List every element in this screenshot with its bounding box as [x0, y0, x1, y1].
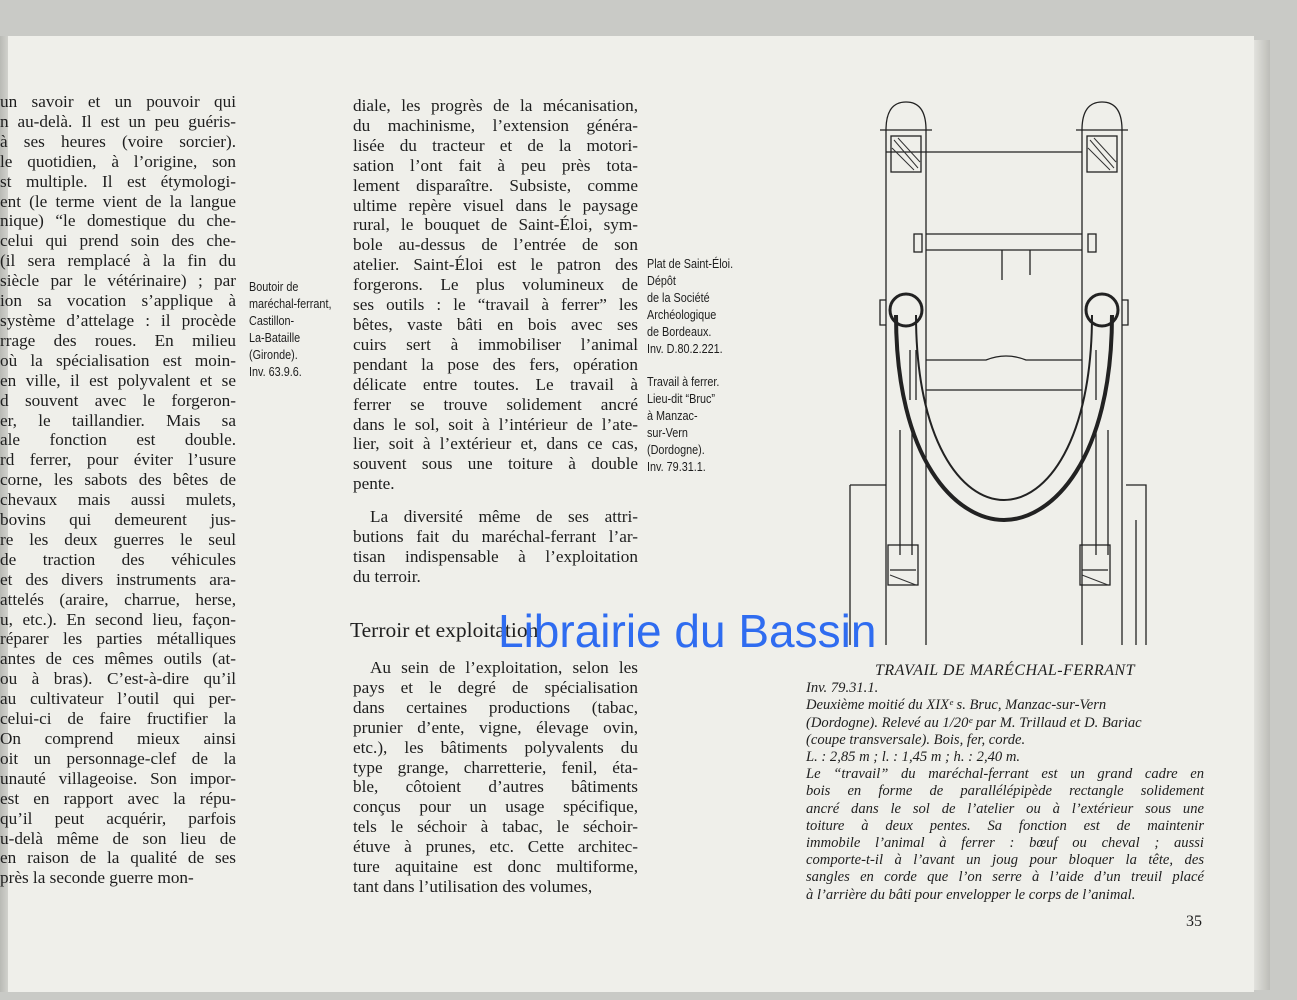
- text-line: Inv. 79.31.1.: [647, 460, 706, 474]
- text-line: Au sein de l’exploitation, selon les: [370, 658, 638, 677]
- text-line: toiture à deux pentes. Sa fonction est de maintenir: [806, 817, 1204, 834]
- text-line: où la spécialisation est moin-: [0, 350, 236, 370]
- text-line: diale, les progrès de la mécanisation,: [353, 96, 638, 115]
- text-line: à l’arrière du bâti pour envelopper le corps de l’animal.: [806, 886, 1136, 903]
- text-line: ses outils : le “travail à ferrer” les: [353, 295, 638, 315]
- text-line: de traction des véhicules: [0, 549, 236, 569]
- text-line: La diversité même de ses attri-: [370, 507, 638, 527]
- text-line: sation l’ont fait à peu près tota-: [353, 155, 638, 175]
- text-line: unauté villageoise. Son impor-: [0, 768, 236, 788]
- text-line: ture aquitaine est donc multiforme,: [353, 857, 638, 877]
- text-line: Boutoir de: [249, 280, 299, 294]
- text-line: de la Société: [647, 291, 710, 305]
- text-line: tels le séchoir à tabac, le séchoir-: [353, 817, 638, 837]
- text-line: butions fait du maréchal-ferrant l’ar-: [353, 527, 638, 547]
- section-heading: Terroir et exploitation: [350, 618, 539, 642]
- text-line: ion sa vocation s’applique à: [0, 291, 236, 311]
- text-line: (il sera remplacé à la fin du: [0, 251, 236, 271]
- text-column-middle: [353, 96, 638, 587]
- text-line: conçus pour un usage spécifique,: [353, 797, 638, 817]
- text-line: cuirs sert à immobiliser l’animal: [353, 334, 638, 354]
- text-line: souvent sous une toiture à double: [353, 454, 638, 474]
- text-line: Deuxième moitié du XIXᵉ s. Bruc, Manzac-sur-Vern: [806, 697, 1107, 714]
- caption-travail-a-ferrer: [647, 374, 719, 476]
- text-line: et des divers instruments ara-: [0, 569, 236, 589]
- text-line: chevaux mais aussi mulets,: [0, 490, 236, 510]
- figure-caption: [806, 662, 1204, 904]
- text-line: (coupe transversale). Bois, fer, corde.: [806, 731, 1026, 748]
- text-line: La-Bataille: [249, 331, 301, 345]
- text-line: à ses heures (voire sorcier).: [0, 131, 236, 151]
- text-line: pente.: [353, 474, 395, 494]
- text-line: (Dordogne).: [647, 443, 705, 457]
- text-line: dans certaines productions (tabac,: [353, 697, 638, 717]
- caption-plat-saint-eloi: [647, 256, 733, 358]
- text-line: Plat de Saint-Éloi.: [647, 257, 734, 271]
- figure-caption-body: [806, 680, 1204, 904]
- text-line: siècle par le vétérinaire) ; par: [0, 271, 236, 291]
- text-line: rd ferrer, pour éviter l’usure: [0, 450, 236, 470]
- text-line: près la seconde guerre mon-: [0, 868, 194, 888]
- text-line: ancré dans le sol de l’atelier ou à l’extérieur sous une: [806, 800, 1204, 817]
- text-line: forgerons. Le plus volumineux de: [353, 275, 638, 295]
- text-line: etc.), les bâtiments polyvalents du: [353, 737, 638, 757]
- text-line: du terroir.: [353, 566, 421, 586]
- text-line: à Manzac-: [647, 409, 698, 423]
- text-line: Le “travail” du maréchal-ferrant est un grand cadre en: [806, 766, 1204, 783]
- text-line: celui qui prend soin des che-: [0, 231, 236, 251]
- text-line: ultime repère visuel dans le paysage: [353, 195, 638, 215]
- text-line: Travail à ferrer.: [647, 375, 720, 389]
- text-line: rrage des roues. En milieu: [0, 330, 236, 350]
- text-line: en raison de la qualité de ses: [0, 848, 236, 868]
- text-line: sangles en corde que l’on serre à l’aide d’un treuil placé: [806, 869, 1204, 886]
- text-line: tant dans l’utilisation des volumes,: [353, 876, 593, 896]
- text-line: sur-Vern: [647, 426, 688, 440]
- text-line: qu’il peut acquérir, parfois: [0, 808, 236, 828]
- paragraph-diversite: [353, 507, 638, 587]
- text-line: st multiple. Il est étymologi-: [0, 171, 236, 191]
- text-line: Dépôt: [647, 274, 676, 288]
- text-line: n au-delà. Il est un peu guéris-: [0, 111, 236, 131]
- text-line: prunier d’ente, vigne, élevage ovin,: [353, 717, 638, 737]
- text-line: lier, soit à l’extérieur et, dans ce cas,: [353, 434, 638, 454]
- text-line: Inv. 79.31.1.: [806, 680, 879, 697]
- text-line: pays et le degré de spécialisation: [353, 677, 638, 697]
- text-line: ale fonction est double.: [0, 430, 236, 450]
- text-line: réparer les parties métalliques: [0, 629, 236, 649]
- travail-drawing: [846, 100, 1176, 645]
- page-number: 35: [1186, 913, 1202, 930]
- text-line: antes de ces mêmes outils (at-: [0, 649, 236, 669]
- text-line: Inv. D.80.2.221.: [647, 342, 723, 356]
- text-line: corne, les sabots des bêtes de: [0, 470, 236, 490]
- text-line: u-delà même de son lieu de: [0, 828, 236, 848]
- text-line: celui-ci de faire fructifier la: [0, 709, 236, 729]
- text-line: Castillon-: [249, 314, 295, 328]
- text-line: attelés (araire, charrue, herse,: [0, 589, 236, 609]
- text-line: bois en forme de parallélépipède rectangle solidement: [806, 783, 1204, 800]
- text-line: type grange, charretterie, fenil, éta-: [353, 757, 638, 777]
- text-line: bole au-dessus de l’entrée de son: [353, 235, 638, 255]
- text-line: un savoir et un pouvoir qui: [0, 92, 236, 111]
- text-line: en ville, il est polyvalent et se: [0, 370, 236, 390]
- text-line: délicate entre toutes. Le travail à: [353, 374, 638, 394]
- text-line: Archéologique: [647, 308, 717, 322]
- text-line: comporte-t-il à l’avant un joug pour bloquer la tête, des: [806, 852, 1204, 869]
- page-edge: [1254, 40, 1270, 990]
- text-line: le quotidien, à l’origine, son: [0, 151, 236, 171]
- text-line: au cultivateur l’outil qui per-: [0, 689, 236, 709]
- text-line: pendant la pose des fers, opération: [353, 354, 638, 374]
- text-line: bovins qui demeurent jus-: [0, 510, 236, 530]
- text-line: ferrer se trouve solidement ancré: [353, 394, 638, 414]
- text-line: atelier. Saint-Éloi est le patron des: [353, 255, 638, 275]
- text-line: lement disparaître. Subsiste, comme: [353, 175, 638, 195]
- text-line: ou à bras). C’est-à-dire qu’il: [0, 669, 236, 689]
- text-line: lisée du tracteur et de la motori-: [353, 135, 638, 155]
- text-line: re les deux guerres le seul: [0, 529, 236, 549]
- text-line: est en rapport avec la répu-: [0, 788, 236, 808]
- text-line: maréchal-ferrant,: [249, 297, 332, 311]
- caption-boutoir: [249, 279, 331, 381]
- text-line: Lieu-dit “Bruc”: [647, 392, 716, 406]
- text-line: On comprend mieux ainsi: [0, 729, 236, 748]
- text-line: bêtes, vaste bâti en bois avec ses: [353, 314, 638, 334]
- text-line: nique) “le domestique du che-: [0, 211, 236, 231]
- watermark-text: Librairie du Bassin: [498, 605, 877, 657]
- text-line: d souvent avec le forgeron-: [0, 390, 236, 410]
- paragraph-mechanisation: [353, 96, 638, 494]
- text-line: ent (le terme vient de la langue: [0, 191, 236, 211]
- figure-caption-title: TRAVAIL DE MARÉCHAL-FERRANT: [874, 662, 1136, 679]
- text-line: système d’attelage : il procède: [0, 310, 236, 330]
- text-line: (Gironde).: [249, 348, 298, 362]
- text-line: tisan indispensable à l’exploitation: [353, 546, 638, 566]
- text-line: rural, le bouquet de Saint-Éloi, sym-: [353, 215, 638, 235]
- text-line: oit un personnage-clef de la: [0, 748, 236, 768]
- text-column-terroir: [353, 658, 638, 897]
- text-line: immobile l’animal à ferrer : bœuf ou cheval ; aussi: [806, 835, 1204, 852]
- text-line: L. : 2,85 m ; l. : 1,45 m ; h. : 2,40 m.: [806, 749, 1021, 766]
- text-line: étuve à prunes, etc. Cette architec-: [353, 837, 638, 857]
- text-line: er, le taillandier. Mais sa: [0, 410, 236, 430]
- text-line: u, etc.). En second lieu, façon-: [0, 609, 236, 629]
- text-line: du machinisme, l’extension généra-: [353, 115, 638, 135]
- text-column-left: [0, 92, 236, 888]
- text-line: Inv. 63.9.6.: [249, 365, 302, 379]
- text-line: de Bordeaux.: [647, 325, 712, 339]
- text-line: ble, côtoient d’autres bâtiments: [353, 777, 638, 797]
- text-line: dans le sol, soit à l’intérieur de l’ate-: [353, 414, 638, 434]
- text-line: (Dordogne). Relevé au 1/20ᵉ par M. Trillaud et D. Bariac: [806, 714, 1142, 731]
